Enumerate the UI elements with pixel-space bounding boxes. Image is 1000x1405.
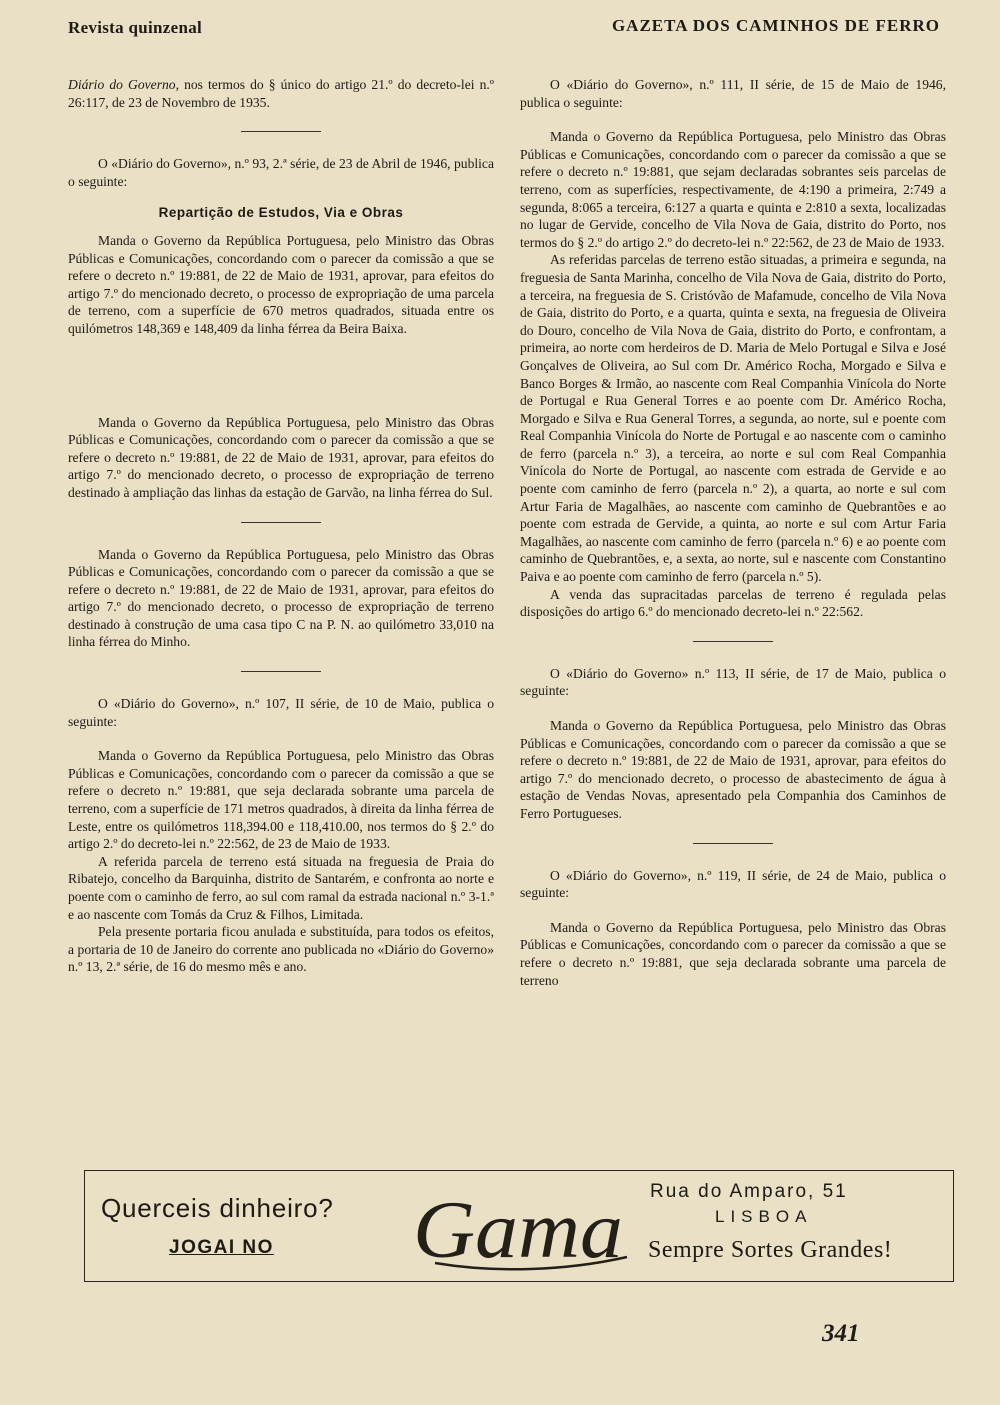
gama-logo-text: Gama xyxy=(413,1184,623,1271)
ad-call: JOGAI NO xyxy=(169,1237,274,1258)
divider xyxy=(693,843,773,844)
divider xyxy=(241,522,321,523)
header-right: GAZETA DOS CAMINHOS DE FERRO xyxy=(611,16,940,35)
paragraph: As referidas parcelas de terreno estão situadas, a primeira e segunda, na freguesia de Santa Marinha, concelho de Vila Nova de Gaia, distrito do Porto, a terceira, na freguesia de S. Cristóvão de Mafamude, concelho de Vila Nova de Gaia, distrito do Porto, e a quarta, quinta e sexta, na freguesia de Oliveira do Douro, concelho de Vila Nova de Gaia, distrito do Porto, e confrontam, a primeira, ao norte com herdeiros de D. Maria de Melo Portugal e Silva e José Gonçalves de Oliveira, ao Sul com Dr. Américo Rocha, Morgado e Silva e Banco Borges & Irmão, ao nascente com Real Companhia Vinícola do Norte de Portugal e Rua General Torres e ao poente com Dr. Américo Rocha, Morgado e Silva e Rua General Torres, a segunda, ao norte, sul e poente com Real Companhia Vinícola do Norte de Portugal e ao nascente com o caminho de ferro (parcela n.º 3), a terceira, ao norte e sul com Real Companhia Vinícola do Norte de Portugal, ao nascente com estrada de Gervide e ao poente com caminho de ferro (parcela n.º 2), a quarta, ao norte e sul com Artur Faria de Magalhães, ao nascente com caminho de Quebrantões e ao poente com estrada de Gervide, a quinta, ao norte e sul com Artur Faria Magalhães, ao nascente com caminho de ferro (parcela n.º 6) e ao poente com caminho de Quebrantões, e, a sexta, ao norte, sul e nascente com Constantino Paiva e ao poente com caminho de ferro (parcela n.º 5). xyxy=(520,252,946,585)
paragraph xyxy=(68,76,494,111)
paragraph: O «Diário do Governo», n.º 93, 2.ª série, de 23 de Abril de 1946, publica o seguinte: xyxy=(68,156,494,189)
divider xyxy=(693,641,773,642)
italic-text: Diário do Governo, xyxy=(68,77,179,92)
paragraph: Manda o Governo da República Portuguesa, pelo Ministro das Obras Públicas e Comunicações, concordando com o parecer da comissão a que se refere o decreto n.º 19:881, de 22 de Maio de 1931, aprovar, para efeitos do artigo 7.º do mencionado decreto, o processo de expropriação de terreno destinado à ampliação das linhas da estação de Garvão, na linha férrea do Sul. xyxy=(68,414,494,500)
right-column xyxy=(520,76,946,989)
ad-slogan: Sempre Sortes Grandes! xyxy=(648,1237,893,1263)
paragraph: Manda o Governo da República Portuguesa, pelo Ministro das Obras Públicas e Comunicações, concordando com o parecer da comissão a que se refere o decreto n.º 19:881, que seja declarada sobrante uma parcela de terreno, com a superfície de 171 metros quadrados, à direita da linha férrea de Leste, entre os quilómetros 118,394.00 e 118,410.00, nos termos do § 2.º do artigo 2.º do decreto-lei n.º 22:562, de 23 de Maio de 1933. xyxy=(68,748,494,852)
ad-city: LISBOA xyxy=(715,1207,813,1226)
page-number: 341 xyxy=(822,1320,860,1347)
paragraph: O «Diário do Governo», n.º 119, II série, de 24 de Maio, publica o seguinte: xyxy=(520,867,946,901)
paragraph: O «Diário do Governo» n.º 113, II série, de 17 de Maio, publica o seguinte: xyxy=(520,665,946,699)
paragraph: Manda o Governo da República Portuguesa, pelo Ministro das Obras Públicas e Comunicações, concordando com o parecer da comissão a que se refere o decreto n.º 19:881, de 22 de Maio de 1931, aprovar, para efeitos do artigo 7.º do mencionado decreto, o processo de expropriação de uma parcela de terreno, com a superfície de 670 metros quadrados, situada entre os quilómetros 148,369 e 148,409 da linha férrea da Beira Baixa. xyxy=(68,232,494,336)
paragraph-text: nos termos do § único do artigo 21.º do decreto-lei n.º 26:117, de 23 de Novembro de 1935. xyxy=(68,77,495,110)
paragraph: Manda o Governo da República Portuguesa, pelo Ministro das Obras Públicas e Comunicações, concordando com o parecer da comissão a que se refere o decreto n.º 19:881, de 22 de Maio de 1931, aprovar, para efeitos do artigo 7.º do mencionado decreto, o processo de expropriação de terreno destinado à construção de uma casa tipo C na P. N. ao quilómetro 33,010 na linha férrea do Minho. xyxy=(68,546,494,650)
divider xyxy=(241,671,321,672)
paragraph: O «Diário do Governo», n.º 111, II série, de 15 de Maio de 1946, publica o seguinte: xyxy=(520,77,946,110)
section-heading: Repartição de Estudos, Via e Obras xyxy=(158,205,404,221)
paragraph: Pela presente portaria ficou anulada e substituída, para todos os efeitos, a portaria de 10 de Janeiro do corrente ano publicada no «Diário do Governo» n.º 13, 2.ª série, de 16 do mesmo mês e ano. xyxy=(68,924,494,975)
paragraph: Manda o Governo da República Portuguesa, pelo Ministro das Obras Públicas e Comunicações, concordando com o parecer da comissão a que se refere o decreto n.º 19:881, que seja declarada sobrante uma parcela de terreno xyxy=(520,919,946,988)
gama-logo xyxy=(405,1181,630,1271)
paragraph: O «Diário do Governo», n.º 107, II série, de 10 de Maio, publica o seguinte: xyxy=(68,696,494,729)
ad-address: Rua do Amparo, 51 xyxy=(650,1181,848,1202)
paragraph: A venda das supracitadas parcelas de terreno é regulada pelas disposições do artigo 6.º do mencionado decreto-lei n.º 22:562. xyxy=(520,586,946,620)
advertisement-box xyxy=(84,1170,954,1282)
ad-headline: Querceis dinheiro? xyxy=(101,1193,334,1223)
divider xyxy=(241,131,321,132)
paragraph: A referida parcela de terreno está situada na freguesia de Praia do Ribatejo, concelho da Barquinha, distrito de Santarém, e confronta ao norte e poente com o caminho de ferro, ao sul com ramal da estrada nacional n.º 3-1.ª e ao nascente com Tomás da Cruz & Filhos, Limitada. xyxy=(68,853,494,922)
header-left: Revista quinzenal xyxy=(68,18,203,37)
paragraph: Manda o Governo da República Portuguesa, pelo Ministro das Obras Públicas e Comunicações, concordando com o parecer da comissão a que se refere o decreto n.º 19:881, que sejam declaradas sobrantes seis parcelas de terreno, com as superfícies, respectivamente, de 4:190 a primeira, 2:749 a segunda, 8:065 a terceira, 6:127 a quarta e quinta e 2:810 a sexta, localizadas no lugar de Gervide, concelho de Vila Nova de Gaia, distrito do Porto, nos termos do § 2.º do artigo 2.º do decreto-lei n.º 22:562, de 23 de Maio de 1933. xyxy=(520,129,946,250)
paragraph: Manda o Governo da República Portuguesa, pelo Ministro das Obras Públicas e Comunicações, concordando com o parecer da comissão a que se refere o decreto n.º 19:881, de 22 de Maio de 1931, aprovar, para efeitos do artigo 7.º do mencionado decreto, o processo de abastecimento de água à estação de Vendas Novas, apresentado pela Companhia dos Caminhos de Ferro Portugueses. xyxy=(520,718,946,821)
left-column xyxy=(68,76,494,976)
